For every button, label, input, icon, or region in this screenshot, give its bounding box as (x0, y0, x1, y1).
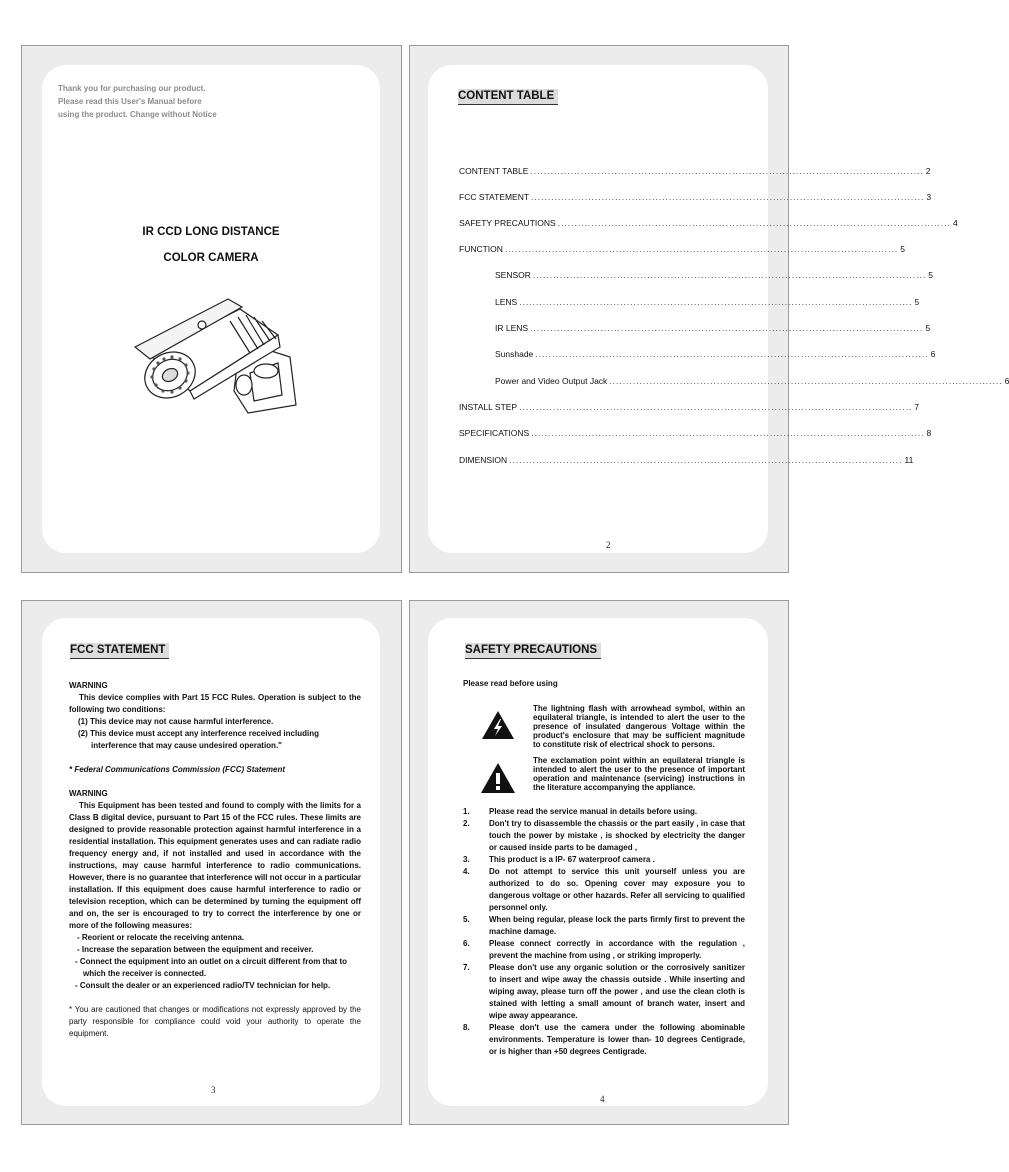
toc-leader: ..................................................................................................................... (532, 270, 927, 280)
toc-label: INSTALL STEP (459, 402, 518, 412)
measure-4: - Consult the dealer or an experienced radio/TV technician for help. (75, 981, 331, 990)
modification-caution: * You are cautioned that changes or modifications not expressly approved by the party responsible for compliance could void your authority to operate the equipment. (69, 1005, 361, 1038)
item-text: Please read the service manual in details before using. (489, 807, 698, 816)
toc-page: 7 (914, 402, 920, 412)
precaution-item (463, 914, 745, 938)
toc-leader: ..................................................................................................................... (530, 166, 924, 176)
exclamation-warning (463, 756, 745, 794)
toc-entry[interactable] (495, 270, 933, 280)
item-number: 3. (463, 855, 470, 864)
item-number: 1. (463, 807, 470, 816)
toc-label: SPECIFICATIONS (459, 428, 530, 438)
toc-leader: ..................................................................................................................... (519, 297, 913, 307)
toc-label: DIMENSION (459, 455, 508, 465)
toc-leader: ..................................................................................................................... (535, 349, 929, 359)
toc-page: 5 (925, 323, 931, 333)
condition-1: (1) This device may not cause harmful interference. (78, 717, 274, 726)
item-text: Please don't use any organic solution or the corrosively sanitizer to insert and wipe away the chassis outside . While inserting and wiping away, please turn off the power , and use the clean cloth is stained with letting a small amount of branch water, insert and wipe away appearance. (489, 963, 745, 1020)
toc-page: 8 (926, 428, 932, 438)
read-before-using: Please read before using (463, 679, 558, 688)
safety-heading: SAFETY PRECAUTIONS (465, 643, 601, 659)
toc-entry[interactable] (459, 244, 905, 254)
lightning-text: The lightning flash with arrowhead symbol, within an equilateral triangle, is intended to alert the user to the presence of insulated dangerous Voltage within the product's enclosure that may be sufficient magnitude to constitute risk of electrical shock to persons. (533, 704, 745, 749)
toc-entry[interactable] (459, 166, 931, 176)
exclamation-text: The exclamation point within an equilateral triangle is intended to alert the user to the presence of important operation and maintenance (servicing) instructions in the literature accompanying the appliance. (533, 756, 745, 792)
toc-entry[interactable] (459, 455, 914, 465)
item-number: 5. (463, 915, 470, 924)
toc-label: LENS (495, 297, 518, 307)
measure-1: - Reorient or relocate the receiving antenna. (77, 933, 245, 942)
toc-label: FUNCTION (459, 244, 503, 254)
toc-entry[interactable] (459, 428, 932, 438)
measure-3-cont: which the receiver is connected. (83, 969, 207, 978)
measure-2: - Increase the separation between the equipment and receiver. (77, 945, 314, 954)
toc-leader: ..................................................................................................................... (531, 428, 925, 438)
item-text: Please connect correctly in accordance with the regulation , prevent the machine from using , or striking improperly. (489, 939, 745, 960)
precaution-item (463, 854, 745, 866)
intro-line: using the product. Change without Notice (58, 110, 217, 119)
toc-label: CONTENT TABLE (459, 166, 529, 176)
precaution-item (463, 1022, 745, 1058)
toc-leader: ..................................................................................................................... (557, 218, 951, 228)
toc-page: 2 (925, 166, 931, 176)
toc-page: 5 (900, 244, 905, 254)
toc-leader: ..................................................................................................................... (509, 455, 903, 465)
toc-leader: ..................................................................................................................... (519, 402, 913, 412)
toc-label: SENSOR (495, 270, 531, 280)
item-number: 6. (463, 939, 470, 948)
item-text: When being regular, please lock the parts firmly first to prevent the machine damage. (489, 915, 745, 936)
toc-page: 11 (904, 455, 914, 465)
product-title-line-1: IR CCD LONG DISTANCE (142, 226, 280, 238)
toc-page: 4 (952, 218, 958, 228)
item-number: 8. (463, 1023, 470, 1032)
intro-line: Thank you for purchasing our product. (58, 84, 206, 93)
item-number: 2. (463, 819, 470, 828)
page-number: 2 (606, 540, 611, 550)
item-text: Do not attempt to service this unit yourself unless you are authorized to do so. Opening cover may exposure you to dangerous voltage or other hazards. Refer all servicing to qualified personnel only. (489, 867, 745, 912)
item-number: 7. (463, 963, 470, 972)
warning-label: WARNING (69, 681, 108, 690)
lightning-triangle-icon (481, 710, 515, 740)
warning-label: WARNING (69, 789, 108, 798)
toc-leader: ..................................................................................................................... (530, 323, 924, 333)
toc-label: SAFETY PRECAUTIONS (459, 218, 556, 228)
fcc-note: * Federal Communications Commission (FCC) Statement (69, 765, 286, 774)
toc-leader: ..................................................................................................................... (609, 376, 1003, 386)
intro-line: Please read this User's Manual before (58, 97, 202, 106)
toc-entry[interactable] (459, 192, 932, 202)
precaution-item (463, 962, 745, 1022)
toc-label: Power and Video Output Jack (495, 376, 608, 386)
item-text: Don't try to disassemble the chassis or the part easily , in case that touch the power by mistake , is shocked by electricity the danger or caused inside parts to be damaged , (489, 819, 745, 852)
page-number: 3 (211, 1085, 216, 1095)
precaution-item (463, 866, 745, 914)
toc-page: 3 (926, 192, 932, 202)
condition-2-cont: interference that may cause undesired operation." (91, 741, 282, 750)
toc-label: FCC STATEMENT (459, 192, 530, 202)
toc-page: 5 (928, 270, 933, 280)
toc-entry[interactable] (459, 402, 920, 412)
toc-entry[interactable] (495, 297, 920, 307)
exclamation-triangle-icon (480, 762, 516, 794)
fcc-intro: This device complies with Part 15 FCC Rules. Operation is subject to the following two conditions: (69, 693, 361, 714)
fcc-body: This Equipment has been tested and found to comply with the limits for a Class B digital device, pursuant to Part 15 of the FCC rules. These limits are designed to provide reasonable protection against harmful interference in a residential installation. This equipment generates uses and can radiate radio frequency energy and, if not installed and used in accordance with the instructions, may cause harmful interference to radio communications. However, there is no guarantee that interference will not occur in a particular installation. If this equipment does cause harmful interference to radio or television reception, which can be determined by turning the equipment off and on, the ser is encouraged to try to correct the interference by one or more of the following measures: (69, 801, 361, 930)
condition-2: (2) This device must accept any interference received including (78, 729, 319, 738)
precaution-item (463, 818, 745, 854)
toc-label: IR LENS (495, 323, 529, 333)
item-text: Please don't use the camera under the following abominable environments. Temperature is lower than- 10 degrees Centigrade, or is higher than +50 degrees Centigrade. (489, 1023, 745, 1056)
fcc-statement-body (69, 680, 361, 1040)
lightning-warning (463, 704, 745, 749)
product-title-line-2: COLOR CAMERA (163, 252, 259, 264)
item-text: This product is a IP- 67 waterproof camera . (489, 855, 655, 864)
camera-illustration (130, 295, 300, 425)
safety-body (463, 678, 745, 1058)
toc-page: 6 (930, 349, 936, 359)
toc-leader: ..................................................................................................................... (531, 192, 925, 202)
toc-entry[interactable] (495, 349, 936, 359)
page-number: 4 (600, 1094, 605, 1104)
page-2-card (428, 65, 768, 553)
toc-page: 6 (1004, 376, 1009, 386)
fcc-heading: FCC STATEMENT (70, 643, 169, 659)
content-table-heading: CONTENT TABLE (458, 89, 558, 105)
toc-entry[interactable] (495, 323, 931, 333)
precaution-item (463, 806, 745, 818)
intro-note (58, 82, 217, 121)
precaution-item (463, 938, 745, 962)
measure-3: - Connect the equipment into an outlet on a circuit different from that to (75, 957, 347, 966)
toc-leader: ..................................................................................................................... (504, 244, 899, 254)
toc-label: Sunshade (495, 349, 534, 359)
item-number: 4. (463, 867, 470, 876)
toc-page: 5 (914, 297, 920, 307)
toc-entry[interactable] (495, 376, 1009, 386)
toc-entry[interactable] (459, 218, 958, 228)
